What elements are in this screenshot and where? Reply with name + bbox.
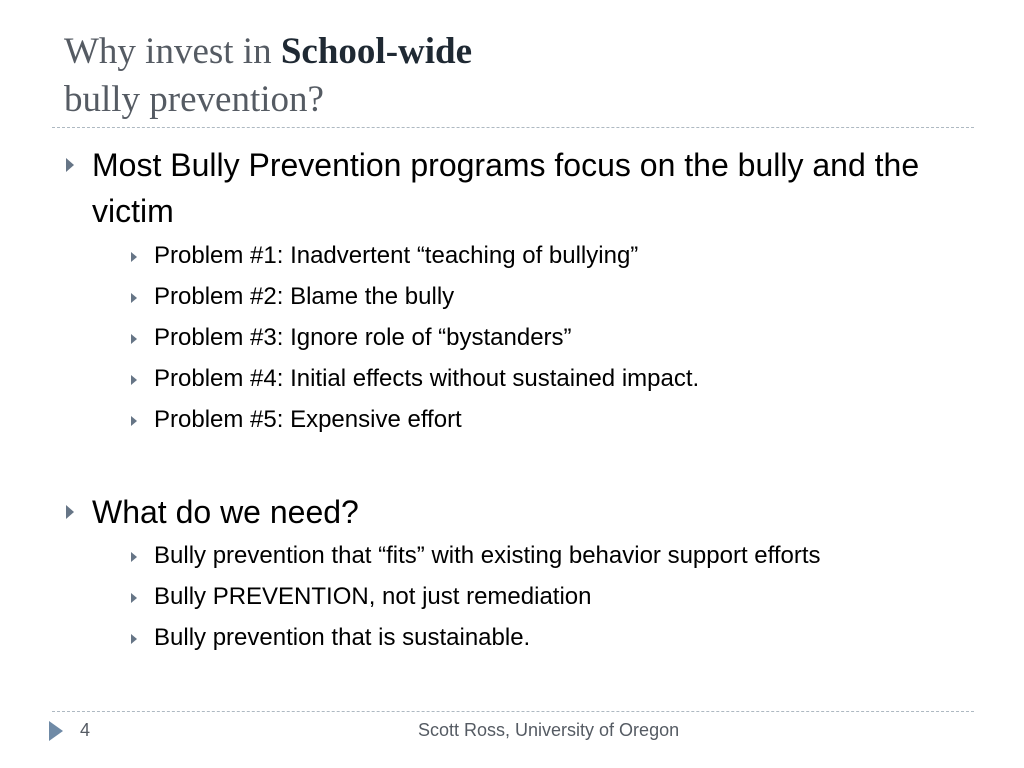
footer-credit: Scott Ross, University of Oregon	[418, 720, 680, 740]
list-item: Problem #2: Blame the bully	[154, 283, 455, 310]
title-prefix: Why invest in	[64, 31, 281, 72]
triangle-right-icon	[49, 721, 63, 741]
list-item: Bully prevention that “fits” with existing behavior support efforts	[154, 542, 821, 569]
list-item: Bully PREVENTION, not just remediation	[154, 583, 592, 610]
bullet-icon	[66, 158, 74, 172]
list-item: Problem #3: Ignore role of “bystanders”	[154, 324, 572, 351]
bullet-icon	[131, 334, 137, 344]
title-divider	[52, 127, 974, 128]
bullet-icon	[131, 552, 137, 562]
section-heading-2: What do we need?	[92, 494, 359, 530]
slide-title	[64, 28, 964, 124]
title-line-2: bully prevention?	[64, 79, 324, 120]
page-number: 4	[80, 720, 91, 740]
bullet-icon	[66, 505, 74, 519]
bullet-icon	[131, 593, 137, 603]
bullet-icon	[131, 375, 137, 385]
list-item: Bully prevention that is sustainable.	[154, 624, 531, 651]
title-emphasis: School-wide	[280, 31, 473, 72]
footer-divider	[52, 711, 974, 712]
bullet-icon	[131, 416, 137, 426]
list-item: Problem #1: Inadvertent “teaching of bullying”	[154, 242, 639, 269]
list-item: Problem #4: Initial effects without sustained impact.	[154, 365, 700, 392]
bullet-icon	[131, 634, 137, 644]
bullet-icon	[131, 252, 137, 262]
list-item: Problem #5: Expensive effort	[154, 406, 462, 433]
bullet-icon	[131, 293, 137, 303]
section-heading-1: Most Bully Prevention programs focus on the bully and the victim	[92, 147, 920, 229]
